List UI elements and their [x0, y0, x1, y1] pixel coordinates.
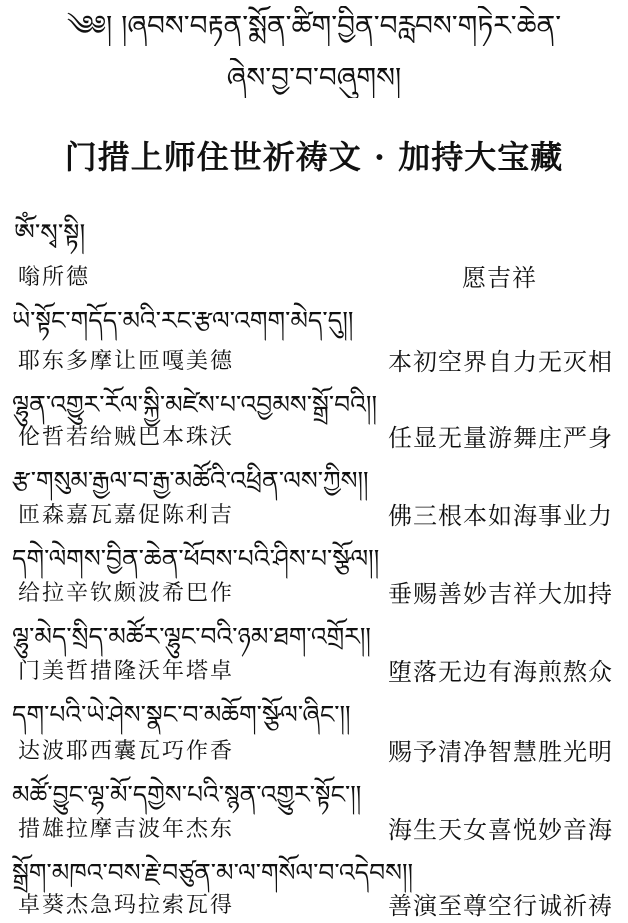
verse-translit: 耶东多摩让匝嘎美德 — [18, 349, 235, 374]
verse-tibetan: དགེ་ལེགས་བྱིན་ཆེན་ཕོབས་པའི་ཤིས་པ་སྩོལ།། — [12, 544, 380, 573]
verse-translit: 达波耶西囊瓦巧作香 — [18, 739, 235, 764]
verse-translit: 给拉辛钦颇波希巴作 — [18, 581, 235, 606]
mantra-line: ཨོཾ་སྭ་སྟི། — [14, 219, 86, 249]
verse-meaning: 赐予清净智慧胜光明 — [388, 738, 613, 766]
verse-translit: 门美哲措隆沃年塔卓 — [18, 659, 235, 684]
verse-tibetan: ལྷུ་མེད་སྲིད་མཚོར་ལྷུང་བའི་ཉམ་ཐག་འགྲོར།། — [12, 622, 371, 651]
verse-meaning: 善演至尊空行诚祈祷 — [388, 892, 613, 920]
verse-tibetan: རྩ་གསུམ་རྒྱལ་བ་རྒྱ་མཚོའི་འཕྲིན་ལས་ཀྱིས།། — [12, 466, 369, 495]
verse-meaning: 垂赐善妙吉祥大加持 — [388, 580, 613, 608]
header-line-2: ཞེས་བྱ་བ་བཞུགས། — [226, 61, 402, 94]
verse-tibetan: དག་པའི་ཡེ་ཤེས་སྣང་བ་མཆོག་སྩོལ་ཞིང་།། — [12, 700, 351, 729]
verse-translit: 伦哲若给贼巴本珠沃 — [18, 425, 235, 450]
verse-meaning: 任显无量游舞庄严身 — [388, 424, 613, 452]
verse-tibetan: ལྷུན་འགྱུར་རོལ་སྐྱི་མཛེས་པ་འབྱམས་སྒྲོ་བའི།། — [12, 390, 378, 419]
page-title: 门措上师住世祈祷文 · 加持大宝藏 — [64, 138, 564, 176]
verse-meaning: 堕落无边有海煎熬众 — [388, 658, 613, 686]
verse-meaning: 海生天女喜悦妙音海 — [388, 816, 613, 844]
verse-translit: 匝森嘉瓦嘉促陈利吉 — [18, 503, 235, 528]
verse-meaning: 佛三根本如海事业力 — [388, 502, 613, 530]
verse-tibetan: མཚོ་བྱུང་ལྷ་མོ་དགྱེས་པའི་སྙན་འགྱུར་སྟོང་།། — [12, 780, 362, 809]
verse-meaning: 愿吉祥 — [462, 264, 537, 292]
verse-tibetan: ཡེ་སྟོང་གདོད་མའི་རང་རྩལ་འགག་མེད་དུ།། — [12, 306, 354, 335]
verse-tibetan: སྒྲོག་མཁའ་བས་རྗེ་བཙུན་མ་ལ་གསོལ་བ་འདེབས།། — [12, 858, 414, 887]
verse-translit: 卓葵杰急玛拉索瓦得 — [18, 893, 235, 918]
verse-translit: 措雄拉摩吉波年杰东 — [18, 817, 235, 842]
header-line-1: ༄༅། །ཞབས་བརྟན་སྨོན་ཚིག་བྱིན་བརླབས་གཏེར་ཆེན་ — [66, 9, 562, 42]
verse-meaning: 本初空界自力无灭相 — [388, 348, 613, 376]
verse-translit: 嗡所德 — [18, 265, 91, 290]
